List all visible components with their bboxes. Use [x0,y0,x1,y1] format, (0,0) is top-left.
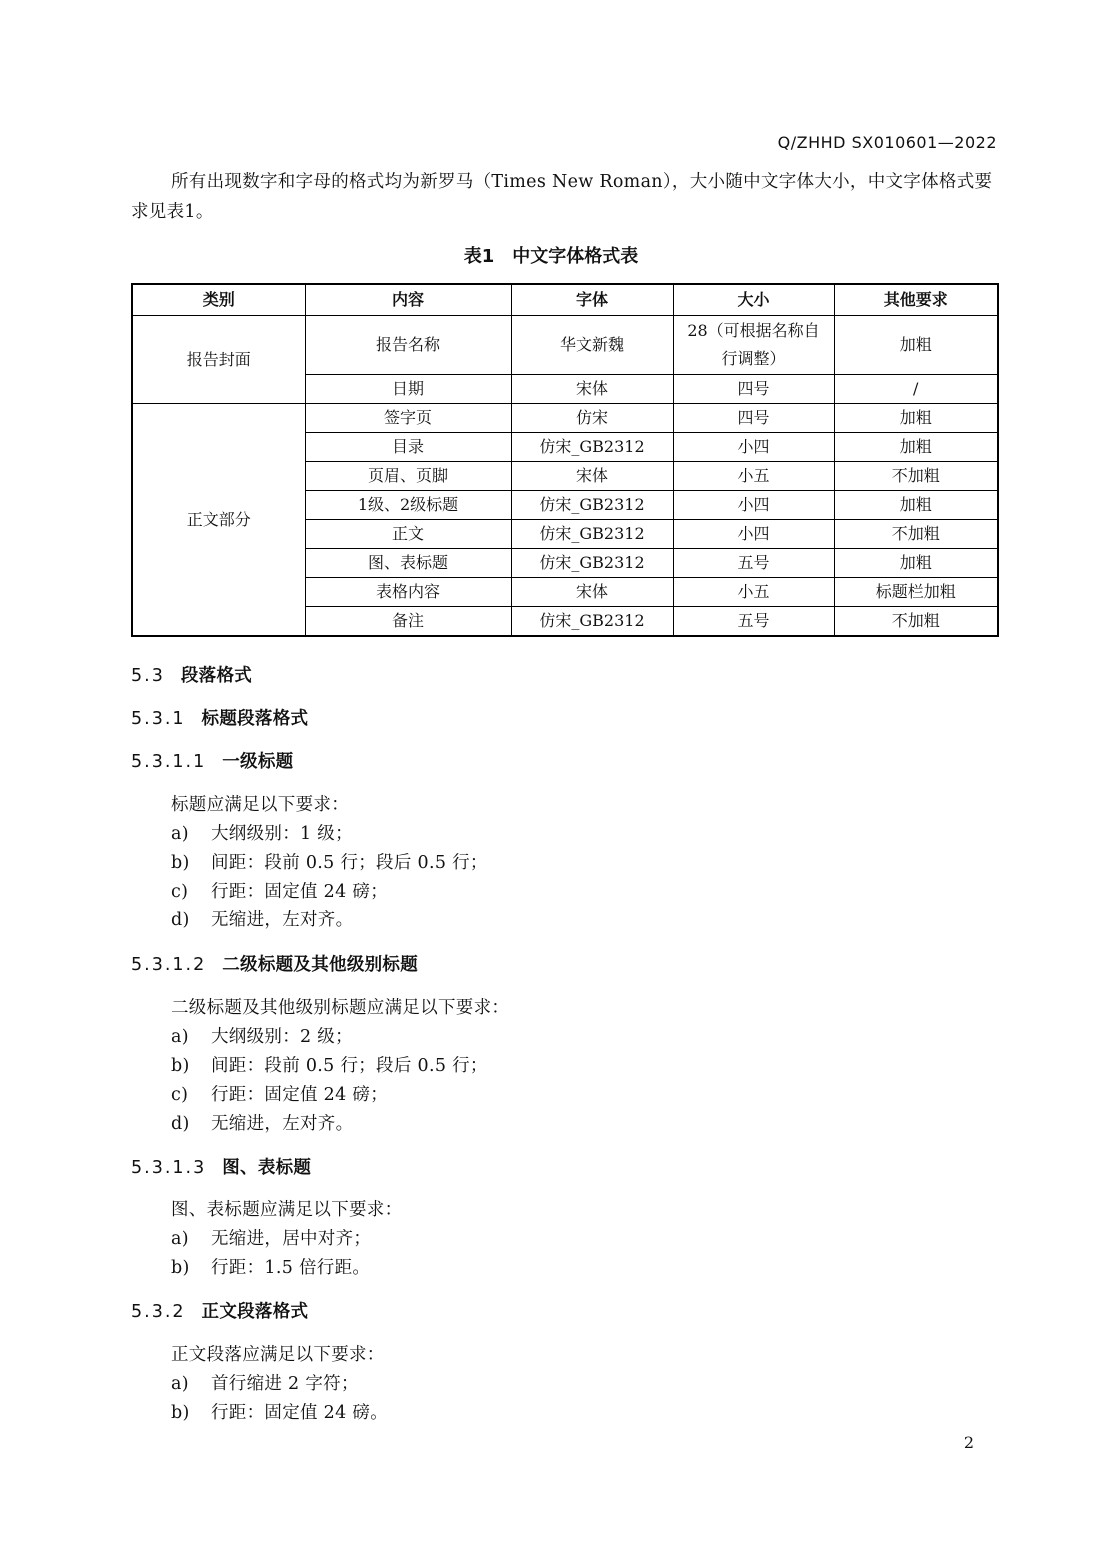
section-heading [131,1154,311,1179]
list-marker: d) [171,910,190,930]
table-cell: 五号 [673,607,834,637]
list-item [171,1254,370,1279]
table-cell: 仿宋_GB2312 [511,491,673,520]
table-cell: 小五 [673,578,834,607]
section-lead: 标题应满足以下要求： [171,795,349,815]
page-number: 2 [963,1433,974,1452]
list-text: 首行缩进 2 字符； [211,1374,359,1394]
table-cell: / [834,375,998,404]
list-item [171,878,388,903]
section-title: 标题段落格式 [201,709,309,729]
table-cell: 不加粗 [834,462,998,491]
section-heading [131,705,308,730]
table-cell: 1级、2级标题 [305,491,511,520]
table-cell: 四号 [673,375,834,404]
section-number: 5.3.2 [131,1302,186,1322]
table-cell: 小五 [673,462,834,491]
list-item [171,1399,388,1424]
section-title: 一级标题 [222,752,294,772]
column-header: 其他要求 [834,284,998,316]
table-cell: 宋体 [511,462,673,491]
table-cell: 宋体 [511,375,673,404]
section-lead: 二级标题及其他级别标题应满足以下要求： [171,998,510,1018]
intro-paragraph: 所有出现数字和字母的格式均为新罗马（Times New Roman），大小随中文字体大小，中文字体格式要求见表1。 [131,172,993,222]
table-cell: 日期 [305,375,511,404]
list-text: 无缩进，左对齐。 [211,1114,354,1134]
list-marker: b) [171,1056,190,1076]
list-text: 行距：固定值 24 磅； [211,1085,388,1105]
table-cell: 小四 [673,520,834,549]
table-cell: 标题栏加粗 [834,578,998,607]
list-item [171,820,353,845]
list-marker: b) [171,1258,190,1278]
table-cell: 加粗 [834,316,998,375]
category-cell: 报告封面 [132,316,305,404]
list-marker: b) [171,853,190,873]
table-cell: 仿宋_GB2312 [511,520,673,549]
section-title: 正文段落格式 [201,1302,309,1322]
column-header: 内容 [305,284,511,316]
table-cell: 仿宋 [511,404,673,433]
table-cell: 仿宋_GB2312 [511,433,673,462]
list-marker: c) [171,1085,189,1105]
section-lead: 正文段落应满足以下要求： [171,1345,385,1365]
section-title: 图、表标题 [222,1158,312,1178]
table-cell: 宋体 [511,578,673,607]
list-item [171,1023,353,1048]
list-text: 无缩进，居中对齐； [211,1229,372,1249]
table-cell: 小四 [673,491,834,520]
section-title: 二级标题及其他级别标题 [222,955,419,975]
section-lead: 图、表标题应满足以下要求： [171,1200,403,1220]
table-cell: 签字页 [305,404,511,433]
table-cell: 加粗 [834,404,998,433]
list-text: 间距：段前 0.5 行；段后 0.5 行； [211,853,488,873]
list-text: 行距：固定值 24 磅； [211,882,388,902]
table-cell: 不加粗 [834,607,998,637]
table-cell: 报告名称 [305,316,511,375]
section-heading [131,1298,308,1323]
table-cell: 加粗 [834,433,998,462]
list-marker: a) [171,1374,189,1394]
table-header-row [132,284,998,316]
list-text: 无缩进，左对齐。 [211,910,354,930]
list-marker: b) [171,1403,190,1423]
section-number: 5.3 [131,666,165,686]
table-cell: 表格内容 [305,578,511,607]
list-marker: c) [171,882,189,902]
list-marker: a) [171,1229,189,1249]
section-number: 5.3.1.2 [131,955,207,975]
list-text: 行距：固定值 24 磅。 [211,1403,388,1423]
table-cell: 图、表标题 [305,549,511,578]
column-header: 类别 [132,284,305,316]
table-cell: 目录 [305,433,511,462]
table-row [132,316,998,375]
list-item [171,1370,359,1395]
table-cell: 正文 [305,520,511,549]
table-cell: 加粗 [834,491,998,520]
section-number: 5.3.1.3 [131,1158,207,1178]
table-cell: 四号 [673,404,834,433]
section-heading [131,748,293,773]
table-cell: 页眉、页脚 [305,462,511,491]
section-heading [131,662,252,687]
section-title: 段落格式 [180,666,253,686]
list-text: 大纲级别：2 级； [211,1027,353,1047]
list-text: 行距：1.5 倍行距。 [211,1258,371,1278]
table-cell: 五号 [673,549,834,578]
list-item [171,849,488,874]
list-marker: a) [171,824,189,844]
table-cell: 仿宋_GB2312 [511,607,673,637]
category-cell: 正文部分 [132,404,305,637]
table-row [132,404,998,433]
font-format-table [131,283,999,637]
section-heading [131,951,418,976]
list-item [171,1225,371,1250]
table-cell: 不加粗 [834,520,998,549]
table-cell: 华文新魏 [511,316,673,375]
list-item [171,1081,388,1106]
table-cell: 28（可根据名称自行调整） [673,316,834,375]
list-text: 大纲级别：1 级； [211,824,353,844]
list-item [171,906,353,931]
section-number: 5.3.1 [131,709,186,729]
list-marker: a) [171,1027,189,1047]
column-header: 字体 [511,284,673,316]
document-code: Q/ZHHD SX010601—2022 [777,133,997,152]
table-cell: 仿宋_GB2312 [511,549,673,578]
table-cell: 小四 [673,433,834,462]
list-item [171,1110,353,1135]
list-text: 间距：段前 0.5 行；段后 0.5 行； [211,1056,488,1076]
list-marker: d) [171,1114,190,1134]
table-cell: 备注 [305,607,511,637]
table-caption: 表1 中文字体格式表 [463,246,639,267]
column-header: 大小 [673,284,834,316]
section-number: 5.3.1.1 [131,752,207,772]
list-item [171,1052,488,1077]
table-cell: 加粗 [834,549,998,578]
